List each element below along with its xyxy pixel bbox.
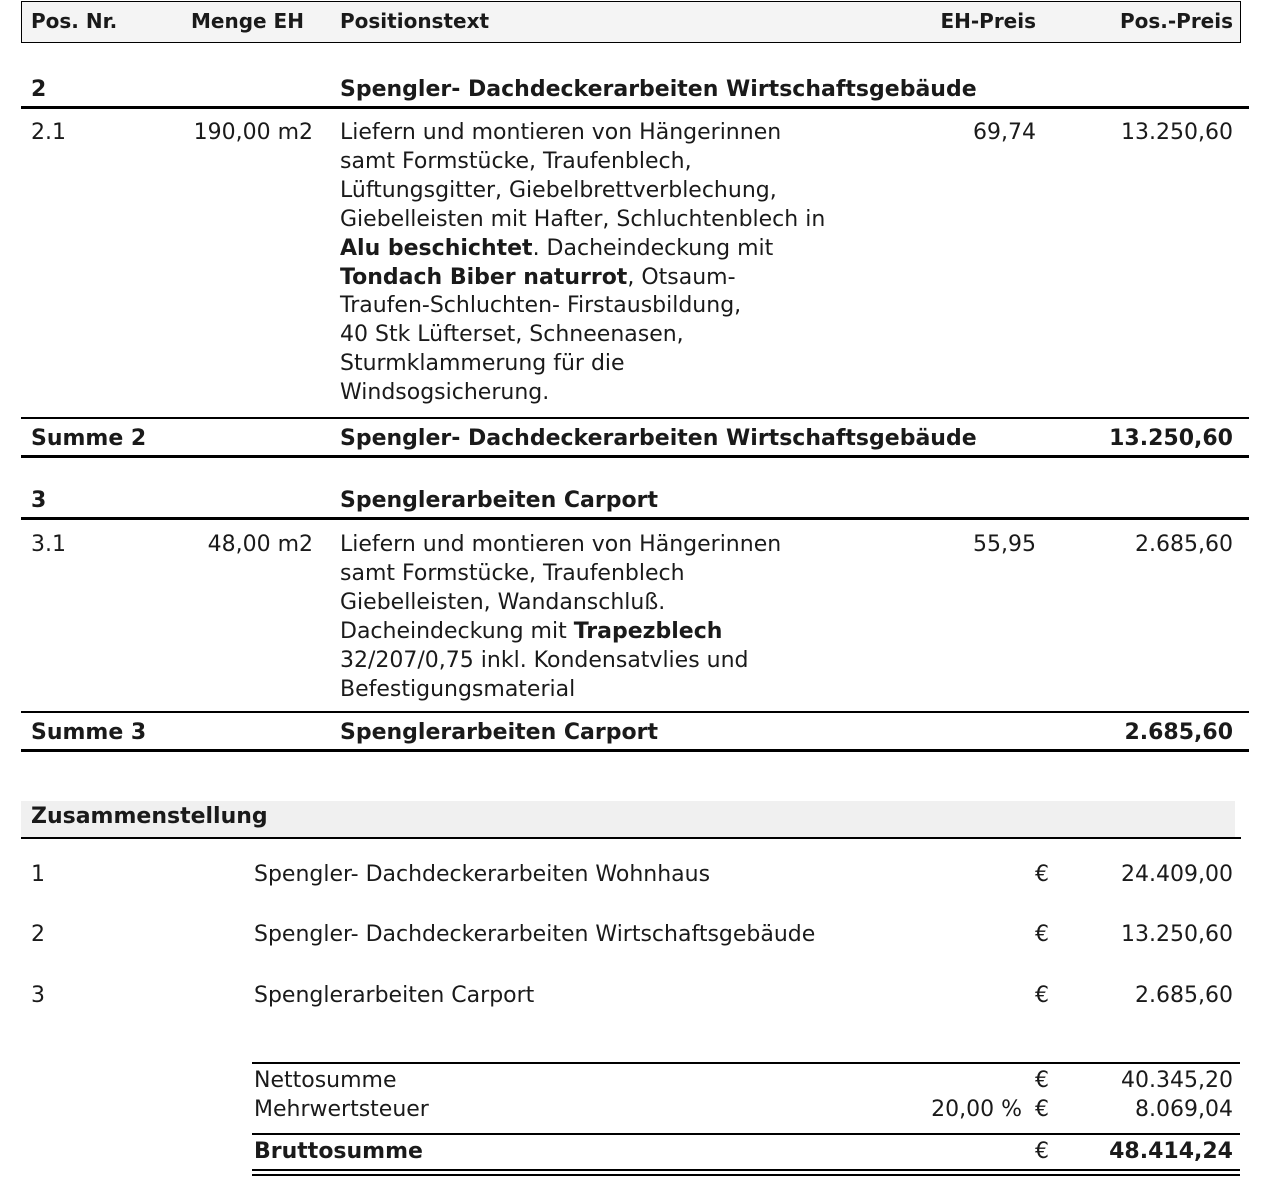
section-title: Spenglerarbeiten Carport bbox=[340, 488, 658, 513]
header-positionstext: Positionstext bbox=[340, 9, 490, 33]
description-line: Liefern und montieren von Hängerinnen bbox=[340, 120, 782, 145]
position-quantity: 190,00 m2 bbox=[193, 120, 313, 145]
divider bbox=[21, 711, 1249, 713]
position-description bbox=[340, 531, 781, 704]
sum-value: 2.685,60 bbox=[1124, 720, 1233, 745]
description-line: Liefern und montieren von Hängerinnen bbox=[340, 532, 782, 557]
brutto-value: 48.414,24 bbox=[1109, 1139, 1233, 1164]
divider bbox=[252, 1062, 1240, 1064]
divider bbox=[252, 1133, 1240, 1135]
description-line: Befestigungsmaterial bbox=[340, 676, 576, 702]
description-line: Windsogsicherung. bbox=[340, 380, 550, 406]
description-line: samt Formstücke, Traufenblech, bbox=[340, 148, 692, 174]
summary-row-number: 1 bbox=[31, 862, 45, 887]
section-number: 2 bbox=[31, 77, 47, 102]
sum-value: 13.250,60 bbox=[1109, 426, 1233, 451]
divider bbox=[21, 837, 1241, 839]
position-total-price: 13.250,60 bbox=[1121, 120, 1233, 145]
brutto-label: Bruttosumme bbox=[254, 1139, 423, 1164]
mwst-label: Mehrwertsteuer bbox=[254, 1097, 429, 1122]
section-title: Spengler- Dachdeckerarbeiten Wirtschaftsgebäude bbox=[340, 77, 977, 102]
currency-symbol: € bbox=[1035, 1068, 1049, 1093]
description-text: . Dacheindeckung mit bbox=[532, 235, 774, 261]
material-highlight: Alu beschichtet bbox=[340, 235, 533, 261]
summary-row-value: 13.250,60 bbox=[1121, 922, 1233, 947]
netto-label: Nettosumme bbox=[254, 1068, 397, 1093]
double-underline-top bbox=[252, 1169, 1240, 1171]
description-line: Sturmklammerung für die bbox=[340, 351, 625, 377]
description-line bbox=[340, 618, 781, 647]
description-line bbox=[340, 235, 825, 264]
description-line: Giebelleisten mit Hafter, Schluchtenblech in bbox=[340, 206, 826, 232]
header-eh-preis: EH-Preis bbox=[940, 9, 1036, 33]
position-description bbox=[340, 119, 825, 408]
summary-title: Zusammenstellung bbox=[31, 804, 268, 829]
position-unit-price: 69,74 bbox=[973, 120, 1036, 145]
description-line: samt Formstücke, Traufenblech bbox=[340, 560, 685, 586]
section-number: 3 bbox=[31, 488, 47, 513]
divider bbox=[21, 749, 1249, 752]
material-highlight: Tondach Biber naturrot bbox=[340, 264, 628, 290]
currency-symbol: € bbox=[1035, 1139, 1049, 1164]
netto-value: 40.345,20 bbox=[1121, 1068, 1233, 1093]
header-pos-nr: Pos. Nr. bbox=[31, 9, 118, 33]
position-quantity: 48,00 m2 bbox=[207, 532, 313, 557]
divider bbox=[21, 517, 1249, 520]
position-unit-price: 55,95 bbox=[973, 532, 1036, 557]
currency-symbol: € bbox=[1035, 1097, 1049, 1122]
divider bbox=[21, 455, 1249, 458]
description-text: , Otsaum- bbox=[627, 264, 736, 290]
double-underline-bottom bbox=[252, 1174, 1240, 1176]
position-total-price: 2.685,60 bbox=[1135, 532, 1233, 557]
summary-row-value: 2.685,60 bbox=[1135, 983, 1233, 1008]
currency-symbol: € bbox=[1035, 862, 1049, 887]
description-line: 32/207/0,75 inkl. Kondensatvlies und bbox=[340, 647, 749, 673]
mwst-rate: 20,00 % bbox=[931, 1097, 1022, 1122]
summary-row-number: 3 bbox=[31, 983, 45, 1008]
description-line: Lüftungsgitter, Giebelbrettverblechung, bbox=[340, 177, 777, 203]
material-highlight: Trapezblech bbox=[573, 618, 723, 644]
header-menge-eh: Menge EH bbox=[191, 9, 304, 33]
sum-label: Summe 3 bbox=[31, 720, 147, 745]
sum-title: Spengler- Dachdeckerarbeiten Wirtschaftsgebäude bbox=[340, 426, 977, 451]
divider bbox=[21, 106, 1249, 109]
sum-label: Summe 2 bbox=[31, 426, 147, 451]
summary-row-text: Spengler- Dachdeckerarbeiten Wirtschaftsgebäude bbox=[254, 922, 816, 947]
sum-title: Spenglerarbeiten Carport bbox=[340, 720, 658, 745]
description-line bbox=[340, 264, 825, 293]
summary-row-value: 24.409,00 bbox=[1121, 862, 1233, 887]
summary-row-number: 2 bbox=[31, 922, 45, 947]
description-line: Traufen-Schluchten- Firstausbildung, bbox=[340, 293, 742, 319]
description-text: Dacheindeckung mit bbox=[340, 618, 574, 644]
position-number: 2.1 bbox=[31, 120, 66, 145]
header-pos-preis: Pos.-Preis bbox=[1119, 9, 1233, 33]
summary-row-text: Spenglerarbeiten Carport bbox=[254, 983, 535, 1008]
divider bbox=[21, 417, 1249, 419]
currency-symbol: € bbox=[1035, 922, 1049, 947]
currency-symbol: € bbox=[1035, 983, 1049, 1008]
description-line: Giebelleisten, Wandanschluß. bbox=[340, 589, 666, 615]
description-line: 40 Stk Lüfterset, Schneenasen, bbox=[340, 322, 684, 348]
position-number: 3.1 bbox=[31, 532, 66, 557]
summary-row-text: Spengler- Dachdeckerarbeiten Wohnhaus bbox=[254, 862, 711, 887]
mwst-value: 8.069,04 bbox=[1135, 1097, 1233, 1122]
